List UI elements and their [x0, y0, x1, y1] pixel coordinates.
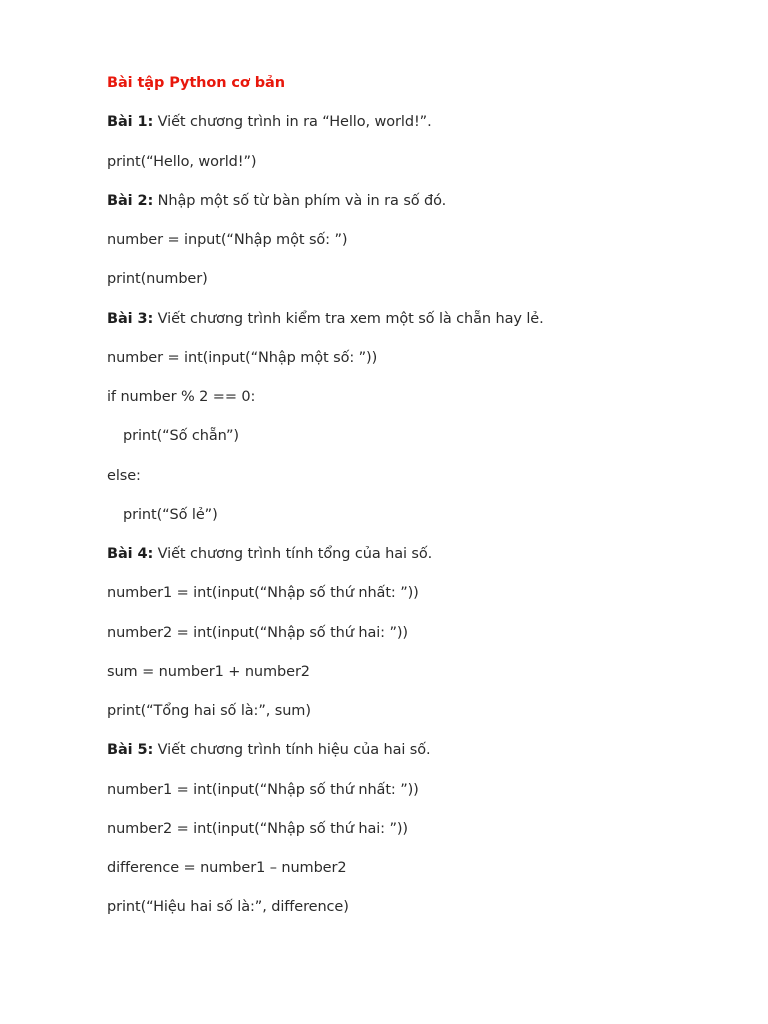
- code-line: print(“Hiệu hai số là:”, difference): [107, 899, 349, 916]
- code-line: print(“Hello, world!”): [107, 153, 257, 170]
- exercise-label: Bài 4:: [107, 546, 154, 562]
- code-line: else:: [107, 467, 141, 484]
- exercise-heading-1: [107, 111, 727, 150]
- exercise-text: Viết chương trình tính tổng của hai số.: [153, 546, 433, 562]
- exercise-label: Bài 2:: [107, 192, 154, 209]
- document-page: [107, 72, 727, 936]
- code-line: print(“Tổng hai số là:”, sum): [107, 703, 311, 719]
- exercise-text: Viết chương trình kiểm tra xem một số là chẵn hay lẻ.: [153, 310, 544, 327]
- code-line: number = int(input(“Nhập một số: ”)): [107, 349, 378, 366]
- code-line-indented: print(“Số chẵn”): [123, 428, 239, 445]
- exercise-heading-3: [107, 308, 727, 347]
- exercise-label: Bài 5:: [107, 742, 154, 759]
- code-line: number = input(“Nhập một số: ”): [107, 232, 348, 248]
- exercise-text: Viết chương trình tính hiệu của hai số.: [153, 742, 431, 759]
- exercise-heading-4: [107, 543, 727, 582]
- document-title: Bài tập Python cơ bản: [107, 75, 285, 91]
- code-line-indented: print(“Số lẻ”): [123, 506, 218, 523]
- code-line: sum = number1 + number2: [107, 663, 310, 680]
- code-line: if number % 2 == 0:: [107, 389, 256, 405]
- code-line: number1 = int(input(“Nhập số thứ nhất: ”)): [107, 585, 419, 602]
- code-line: difference = number1 – number2: [107, 860, 347, 876]
- exercise-label: Bài 1:: [107, 114, 154, 131]
- code-line: number2 = int(input(“Nhập số thứ hai: ”)): [107, 624, 408, 641]
- exercise-text: Viết chương trình in ra “Hello, world!”.: [153, 114, 432, 131]
- code-line: number2 = int(input(“Nhập số thứ hai: ”)): [107, 820, 408, 837]
- code-line: number1 = int(input(“Nhập số thứ nhất: ”)): [107, 781, 419, 798]
- exercise-heading-5: [107, 739, 727, 778]
- exercise-label: Bài 3:: [107, 310, 154, 327]
- code-line: print(number): [107, 271, 208, 288]
- exercise-text: Nhập một số từ bàn phím và in ra số đó.: [153, 192, 447, 209]
- exercise-heading-2: [107, 190, 727, 229]
